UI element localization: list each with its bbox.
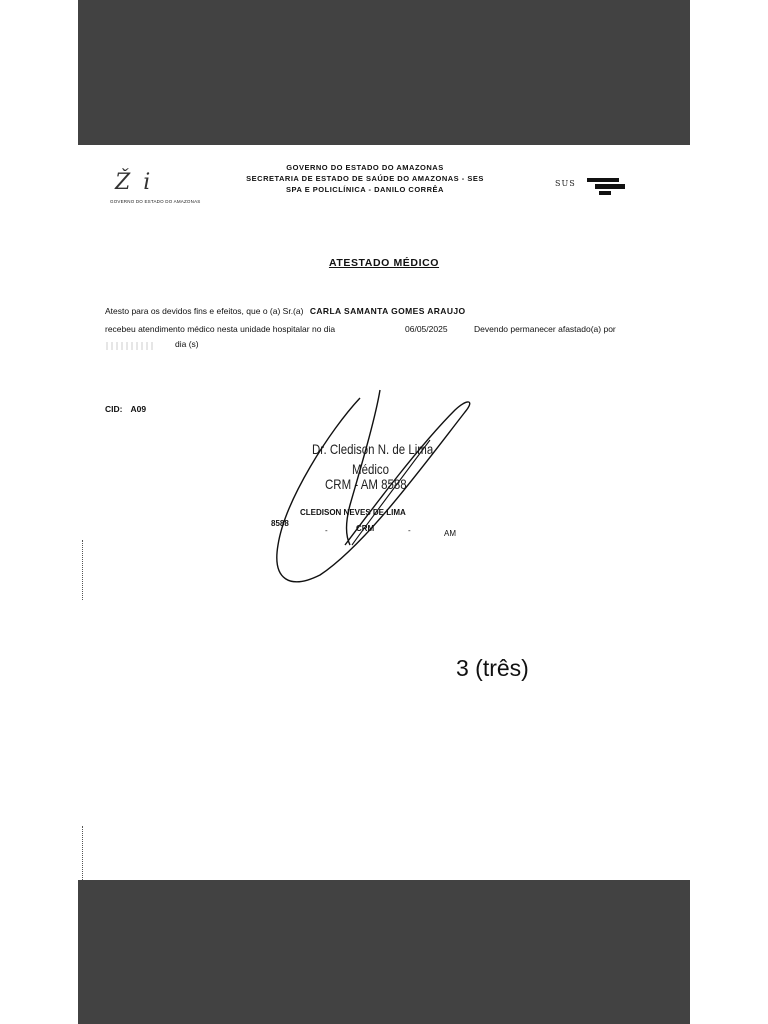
document-header bbox=[215, 162, 515, 195]
stamp-line-2: Médico bbox=[352, 461, 390, 477]
logo-caption: GOVERNO DO ESTADO DO AMAZONAS bbox=[110, 199, 201, 204]
logo-mark: Ž i bbox=[115, 170, 154, 195]
document-title: ATESTADO MÉDICO bbox=[328, 257, 440, 269]
scan-margin-mark bbox=[82, 540, 85, 600]
body-line-2: recebeu atendimento médico nesta unidade hospitalar no dia bbox=[105, 324, 336, 334]
patient-name: CARLA SAMANTA GOMES ARAUJO bbox=[309, 306, 466, 316]
illegible-days-value bbox=[106, 342, 154, 350]
separator-dash-1: - bbox=[325, 526, 328, 535]
header-line-3: SPA E POLICLÍNICA - DANILO CORRÊA bbox=[286, 185, 444, 194]
crm-label: CRM bbox=[356, 524, 375, 533]
bottom-dark-band bbox=[78, 880, 690, 1024]
sus-logo-text: SUS bbox=[555, 179, 576, 188]
stamp-line-1: Dr. Cledison N. de Lima bbox=[312, 441, 434, 457]
crm-state: AM bbox=[444, 529, 456, 538]
body-line-1-text: Atesto para os devidos fins e efeitos, que o (a) Sr.(a) bbox=[105, 306, 304, 316]
cid-label: CID: bbox=[105, 404, 123, 414]
days-unit: dia (s) bbox=[175, 339, 199, 349]
scan-margin-mark bbox=[82, 826, 85, 880]
body-line-1 bbox=[105, 306, 466, 316]
government-logo bbox=[110, 170, 201, 210]
separator-dash-2: - bbox=[408, 526, 411, 535]
crm-number: 8588 bbox=[271, 519, 289, 528]
header-line-1: GOVERNO DO ESTADO DO AMAZONAS bbox=[286, 163, 444, 172]
leave-clause: Devendo permanecer afastado(a) por bbox=[474, 324, 616, 334]
stamp-line-3: CRM - AM 8588 bbox=[325, 476, 407, 492]
doctor-name: CLEDISON NEVES DE LIMA bbox=[300, 508, 406, 517]
cid-field bbox=[105, 404, 146, 414]
header-line-2: SECRETARIA DE ESTADO DE SAÚDE DO AMAZONAS - SES bbox=[246, 174, 484, 183]
attendance-date: 06/05/2025 bbox=[405, 324, 448, 334]
top-dark-band bbox=[78, 0, 690, 145]
sus-logo bbox=[555, 175, 630, 197]
cid-code: A09 bbox=[130, 404, 147, 414]
handwritten-days-note: 3 (três) bbox=[456, 655, 529, 681]
